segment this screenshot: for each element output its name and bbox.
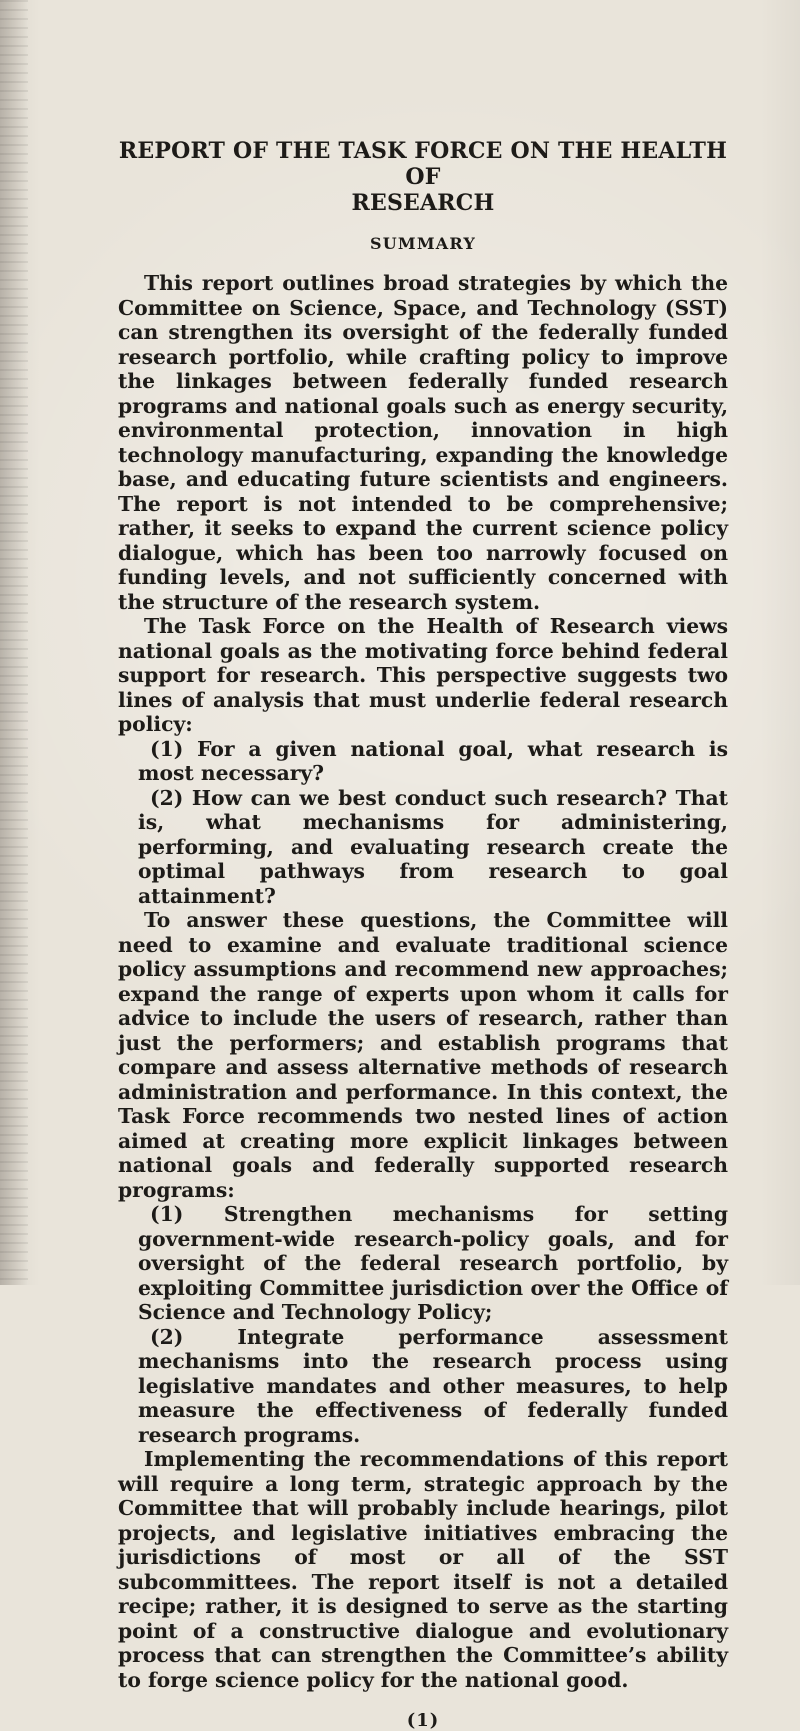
- title-line-2: RESEARCH: [351, 190, 495, 216]
- recommendation-2: (2) Integrate performance assessment mechanisms into the research process using legislative mandates and other measures, to help measure the effectiveness of federally funded research programs.: [138, 1324, 728, 1447]
- summary-body: [118, 271, 728, 1692]
- paragraph-2: The Task Force on the Health of Research views national goals as the motivating force behind federal support for research. This perspective suggests two lines of analysis that must underlie federal research policy:: [118, 614, 728, 736]
- page-content: [118, 138, 728, 1731]
- paragraph-3: To answer these questions, the Committee will need to examine and evaluate traditional science policy assumptions and recommend new approaches; expand the range of experts upon whom it calls for advice to include the users of research, rather than just the performers; and establish programs that compare and assess alternative methods of research administration and performance. In this context, the Task Force recommends two nested lines of action aimed at creating more explicit linkages between national goals and federally supported research programs:: [118, 908, 728, 1202]
- title-line-1: REPORT OF THE TASK FORCE ON THE HEALTH OF: [118, 138, 728, 190]
- recommendation-1: (1) Strengthen mechanisms for setting government-wide research-policy goals, and for oversight of the federal research portfolio, by exploiting Committee jurisdiction over the Office of Science and Technology Policy;: [138, 1202, 728, 1324]
- question-1: (1) For a given national goal, what research is most necessary?: [138, 736, 728, 785]
- binding-edge: [0, 0, 28, 1285]
- question-2: (2) How can we best conduct such research? That is, what mechanisms for administering, performing, and evaluating research create the optimal pathways from research to goal attainment?: [138, 785, 728, 908]
- paragraph-1: This report outlines broad strategies by which the Committee on Science, Space, and Technology (SST) can strengthen its oversight of the federally funded research portfolio, while crafting policy to improve the linkages between federally funded research programs and national goals such as energy security, environmental protection, innovation in high technology manufacturing, expanding the knowledge base, and educating future scientists and engineers. The report is not intended to be comprehensive; rather, it seeks to expand the current science policy dialogue, which has been too narrowly focused on funding levels, and not sufficiently concerned with the structure of the research system.: [118, 271, 728, 614]
- page-number: (1): [406, 1710, 440, 1731]
- paragraph-4: Implementing the recommendations of this report will require a long term, strategic approach by the Committee that will probably include hearings, pilot projects, and legislative initiatives embracing the jurisdictions of most or all of the SST subcommittees. The report itself is not a detailed recipe; rather, it is designed to serve as the starting point of a constructive dialogue and evolutionary process that can strengthen the Committee’s ability to forge science policy for the national good.: [118, 1447, 728, 1692]
- summary-heading: SUMMARY: [370, 234, 476, 253]
- report-title: [118, 138, 728, 216]
